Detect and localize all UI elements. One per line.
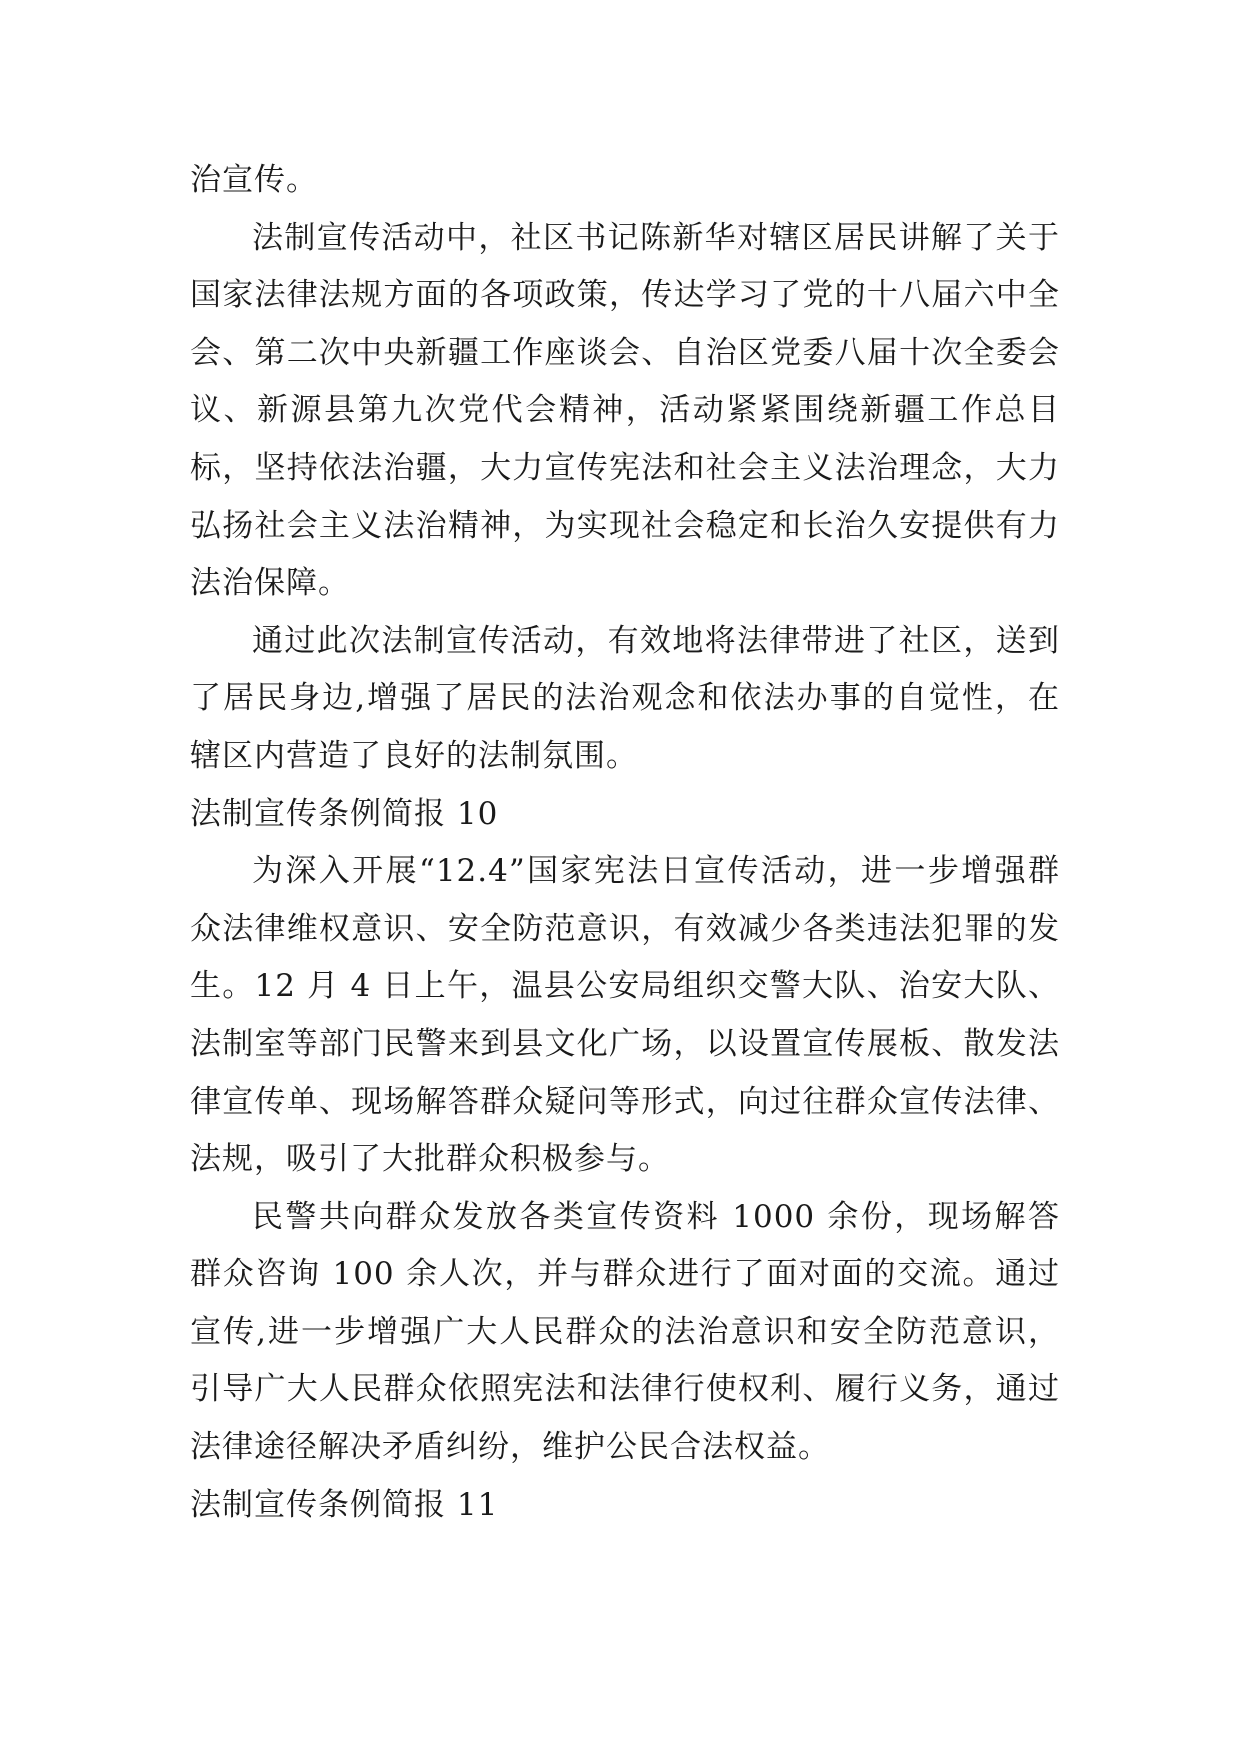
paragraph-activity-content: 法制宣传活动中，社区书记陈新华对辖区居民讲解了关于国家法律法规方面的各项政策，传达学习了党的十八届六中全会、第二次中央新疆工作座谈会、自治区党委八届十次全委会议、新源县第九次党代会精神，活动紧紧围绕新疆工作总目标，坚持依法治疆，大力宣传宪法和社会主义法治理念，大力弘扬社会主义法治精神，为实现社会稳定和长治久安提供有力法治保障。 <box>190 219 1060 602</box>
paragraph-activity-result: 通过此次法制宣传活动，有效地将法律带进了社区，送到了居民身边,增强了居民的法治观念和依法办事的自觉性，在辖区内营造了良好的法制氛围。 <box>190 622 1060 774</box>
section-heading-10: 法制宣传条例简报 10 <box>190 795 499 832</box>
paragraph-police-outreach: 民警共向群众发放各类宣传资料 1000 余份，现场解答群众咨询 100 余人次，并与群众进行了面对面的交流。通过宣传,进一步增强广大人民群众的法治意识和安全防范意识，引导广大人民群众依照宪法和法律行使权利、履行义务，通过法律途径解决矛盾纠纷，维护公民合法权益。 <box>190 1198 1060 1466</box>
section-heading-11: 法制宣传条例简报 11 <box>190 1486 499 1523</box>
paragraph-continuation: 治宣传。 <box>190 162 318 198</box>
document-body <box>190 152 1060 1534</box>
paragraph-constitution-day: 为深入开展“12.4”国家宪法日宣传活动，进一步增强群众法律维权意识、安全防范意识，有效减少各类违法犯罪的发生。12 月 4 日上午，温县公安局组织交警大队、治安大队、法制室等部门民警来到县文化广场，以设置宣传展板、散发法律宣传单、现场解答群众疑问等形式，向过往群众宣传法律、法规，吸引了大批群众积极参与。 <box>190 853 1060 1178</box>
